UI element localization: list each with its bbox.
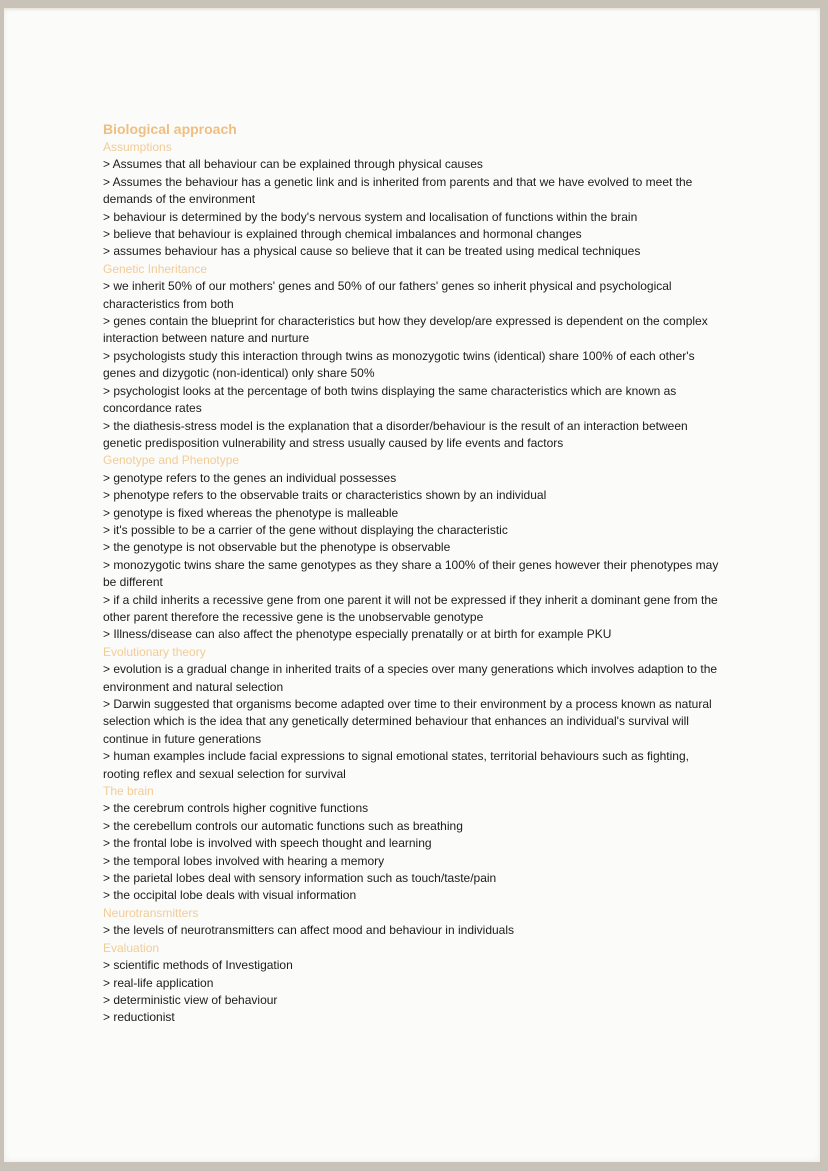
list-item: > the frontal lobe is involved with speech thought and learning <box>103 836 432 851</box>
list-item: > Illness/disease can also affect the phenotype especially prenatally or at birth for example PKU <box>103 627 612 642</box>
list-item: > psychologist looks at the percentage of both twins displaying the same characteristics which are known as concordance rates <box>103 383 677 416</box>
section-the-brain <box>103 783 719 905</box>
list-item: > if a child inherits a recessive gene from one parent it will not be expressed if they inherit a dominant gene from the other parent therefore the recessive gene is the unobservable genotype <box>103 592 718 624</box>
section-assumptions <box>103 139 719 261</box>
paper-sheet <box>4 8 820 1162</box>
list-item: > deterministic view of behaviour <box>103 992 278 1007</box>
list-item: > behaviour is determined by the body's nervous system and localisation of functions within the brain <box>103 209 638 224</box>
section-genotype-phenotype <box>103 452 719 643</box>
list-item: > real-life application <box>103 975 214 990</box>
list-item: > the diathesis-stress model is the explanation that a disorder/behaviour is the result of an interaction between genetic predisposition vulnerability and stress usually caused by life events and factors <box>103 418 688 450</box>
list-item: > the cerebrum controls higher cognitive functions <box>103 801 369 816</box>
section-heading: Evolutionary theory <box>103 644 206 659</box>
document-body <box>103 120 719 1027</box>
list-item: > Darwin suggested that organisms become adapted over time to their environment by a process known as natural selection which is the idea that any genetically determined behaviour that enhances an individual's survival will continue in future generations <box>103 697 712 746</box>
section-heading: The brain <box>103 784 154 799</box>
list-item: > phenotype refers to the observable traits or characteristics shown by an individual <box>103 488 547 503</box>
section-heading: Genetic Inheritance <box>103 261 208 276</box>
list-item: > the temporal lobes involved with hearing a memory <box>103 853 385 868</box>
section-heading: Neurotransmitters <box>103 905 199 920</box>
section-heading: Evaluation <box>103 940 160 955</box>
list-item: > reductionist <box>103 1010 175 1025</box>
section-evaluation <box>103 940 719 1027</box>
list-item: > Assumes the behaviour has a genetic link and is inherited from parents and that we have evolved to meet the demands of the environment <box>103 174 693 207</box>
list-item: > the levels of neurotransmitters can affect mood and behaviour in individuals <box>103 923 515 938</box>
list-item: > it's possible to be a carrier of the gene without displaying the characteristic <box>103 522 508 537</box>
list-item: > human examples include facial expressions to signal emotional states, territorial behaviours such as fighting, rooting reflex and sexual selection for survival <box>103 749 689 781</box>
list-item: > genes contain the blueprint for characteristics but how they develop/are expressed is dependent on the complex interaction between nature and nurture <box>103 314 708 346</box>
list-item: > we inherit 50% of our mothers' genes and 50% of our fathers' genes so inherit physical and psychological characteristics from both <box>103 279 672 311</box>
list-item: > monozygotic twins share the same genotypes as they share a 100% of their genes however their phenotypes may be different <box>103 557 719 590</box>
list-item: > the occipital lobe deals with visual information <box>103 888 357 903</box>
list-item: > Assumes that all behaviour can be explained through physical causes <box>103 157 483 172</box>
section-evolutionary-theory <box>103 644 719 783</box>
list-item: > genotype refers to the genes an individual possesses <box>103 470 397 485</box>
section-heading: Genotype and Phenotype <box>103 453 240 468</box>
list-item: > evolution is a gradual change in inherited traits of a species over many generations which involves adaption to the environment and natural selection <box>103 662 718 694</box>
section-heading: Assumptions <box>103 140 172 154</box>
list-item: > believe that behaviour is explained through chemical imbalances and hormonal changes <box>103 227 582 242</box>
list-item: > the cerebellum controls our automatic functions such as breathing <box>103 818 463 833</box>
list-item: > scientific methods of Investigation <box>103 958 293 973</box>
list-item: > the parietal lobes deal with sensory information such as touch/taste/pain <box>103 871 497 886</box>
list-item: > assumes behaviour has a physical cause so believe that it can be treated using medical techniques <box>103 244 641 259</box>
list-item: > genotype is fixed whereas the phenotype is malleable <box>103 505 399 520</box>
list-item: > psychologists study this interaction through twins as monozygotic twins (identical) share 100% of each other's genes and dizygotic (non-identical) only share 50% <box>103 348 695 381</box>
section-neurotransmitters <box>103 905 719 940</box>
document-title: Biological approach <box>103 121 237 137</box>
section-genetic-inheritance <box>103 261 719 452</box>
list-item: > the genotype is not observable but the phenotype is observable <box>103 540 451 555</box>
